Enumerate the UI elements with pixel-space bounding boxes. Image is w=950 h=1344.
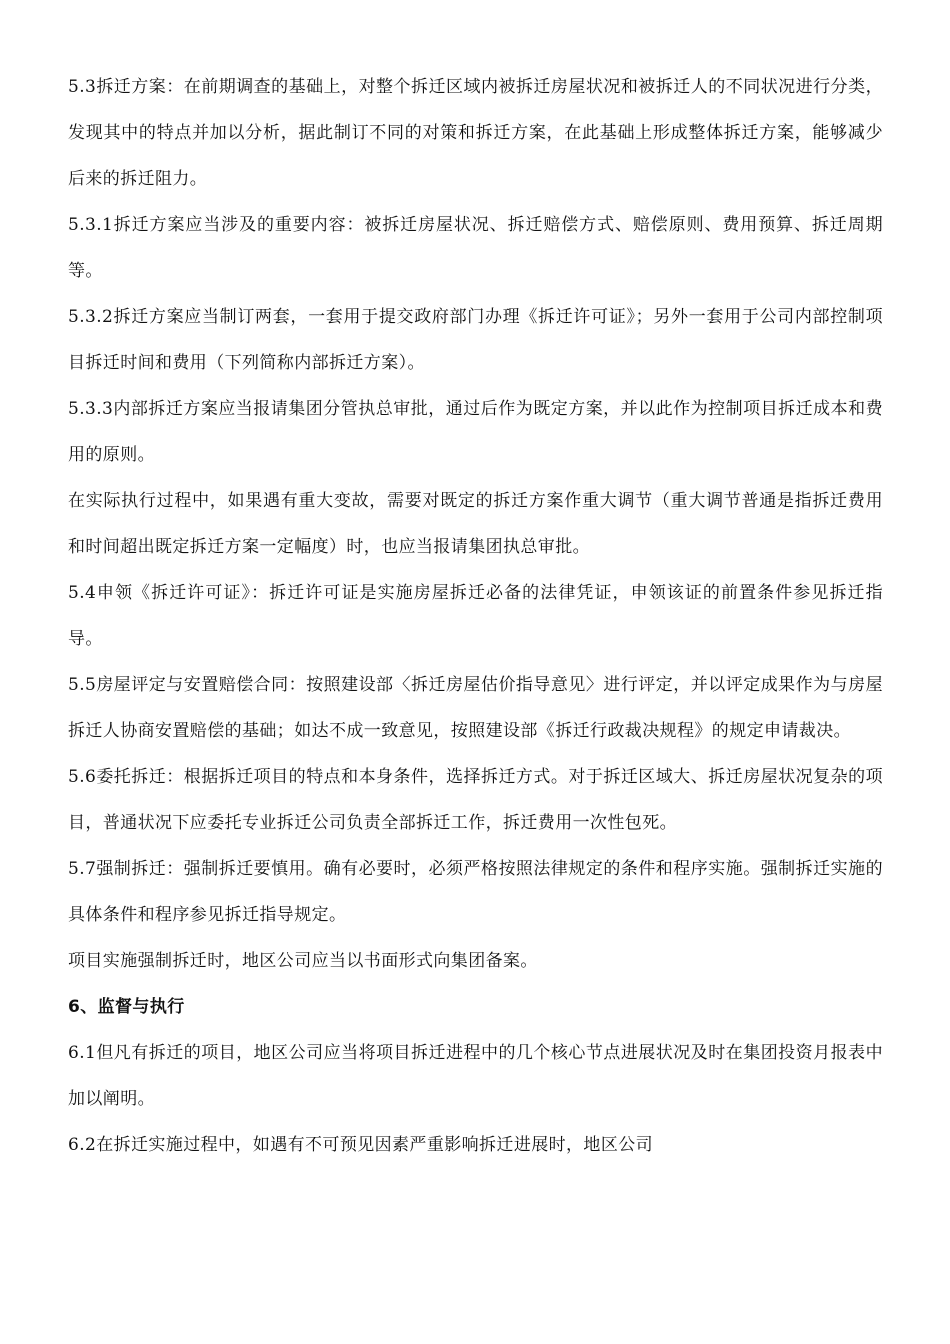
paragraph-execution-note: 在实际执行过程中，如果遇有重大变故，需要对既定的拆迁方案作重大调节（重大调节普通是指拆迁费用和时间超出既定拆迁方案一定幅度）时，也应当报请集团执总审批。 (68, 491, 883, 557)
paragraph-5-4: 5.4申领《拆迁许可证》：拆迁许可证是实施房屋拆迁必备的法律凭证，申领该证的前置条件参见拆迁指导。 (68, 583, 883, 649)
paragraph-6-2: 6.2在拆迁实施过程中，如遇有不可预见因素严重影响拆迁进展时，地区公司 (68, 1135, 654, 1155)
paragraph-5-3-1: 5.3.1拆迁方案应当涉及的重要内容：被拆迁房屋状况、拆迁赔偿方式、赔偿原则、费用预算、拆迁周期等。 (68, 215, 883, 281)
paragraph-6-1: 6.1但凡有拆迁的项目，地区公司应当将项目拆迁进程中的几个核心节点进展状况及时在集团投资月报表中加以阐明。 (68, 1043, 883, 1109)
paragraph-5-3-2: 5.3.2拆迁方案应当制订两套，一套用于提交政府部门办理《拆迁许可证》；另外一套用于公司内部控制项目拆迁时间和费用（下列简称内部拆迁方案）。 (68, 307, 883, 373)
paragraph-5-3-3: 5.3.3内部拆迁方案应当报请集团分管执总审批，通过后作为既定方案，并以此作为控制项目拆迁成本和费用的原则。 (68, 399, 883, 465)
paragraph-5-3: 5.3拆迁方案：在前期调查的基础上，对整个拆迁区域内被拆迁房屋状况和被拆迁人的不同状况进行分类，发现其中的特点并加以分析，据此制订不同的对策和拆迁方案，在此基础上形成整体拆迁方案，能够减少后来的拆迁阻力。 (68, 77, 883, 189)
section-heading-6: 6、监督与执行 (68, 997, 185, 1017)
paragraph-5-7: 5.7强制拆迁：强制拆迁要慎用。确有必要时，必须严格按照法律规定的条件和程序实施。强制拆迁实施的具体条件和程序参见拆迁指导规定。 (68, 859, 883, 925)
paragraph-5-6: 5.6委托拆迁：根据拆迁项目的特点和本身条件，选择拆迁方式。对于拆迁区域大、拆迁房屋状况复杂的项目，普通状况下应委托专业拆迁公司负责全部拆迁工作，拆迁费用一次性包死。 (68, 767, 883, 833)
document-page (68, 64, 883, 1168)
paragraph-5-5: 5.5房屋评定与安置赔偿合同：按照建设部〈拆迁房屋估价指导意见〉进行评定，并以评定成果作为与房屋拆迁人协商安置赔偿的基础；如达不成一致意见，按照建设部《拆迁行政裁决规程》的规定申请裁决。 (68, 675, 883, 741)
paragraph-forced-demolition-note: 项目实施强制拆迁时，地区公司应当以书面形式向集团备案。 (68, 951, 538, 971)
